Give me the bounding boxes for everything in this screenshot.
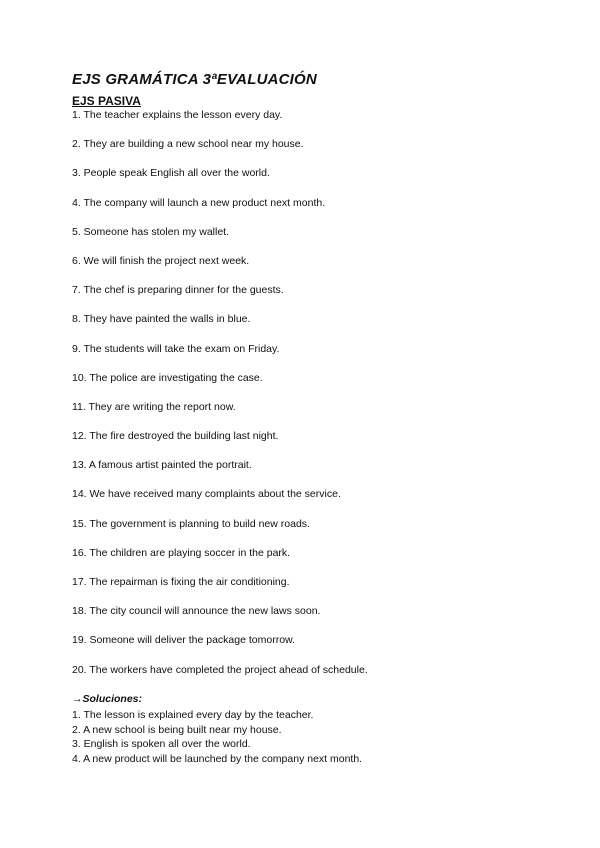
exercise-item: 6. We will finish the project next week.	[72, 254, 250, 267]
exercise-item: 8. They have painted the walls in blue.	[72, 313, 251, 326]
exercise-item: 16. The children are playing soccer in the park.	[72, 546, 291, 559]
exercise-item: 10. The police are investigating the case.	[72, 371, 263, 384]
exercise-item: 19. Someone will deliver the package tomorrow.	[72, 634, 295, 647]
exercise-item: 9. The students will take the exam on Friday.	[72, 342, 280, 355]
solution-item: 3. English is spoken all over the world.	[72, 738, 251, 751]
exercise-item: 17. The repairman is fixing the air conditioning.	[72, 576, 290, 588]
exercise-item: 7. The chef is preparing dinner for the guests.	[72, 284, 284, 297]
exercise-item: 3. People speak English all over the world.	[72, 167, 270, 180]
exercise-item: 5. Someone has stolen my wallet.	[72, 225, 229, 238]
solution-item: 1. The lesson is explained every day by the teacher.	[72, 709, 314, 721]
section-heading: EJS PASIVA	[72, 94, 141, 108]
exercise-list	[72, 108, 368, 692]
exercise-item: 4. The company will launch a new product next month.	[72, 196, 326, 209]
exercise-item: 2. They are building a new school near my house.	[72, 138, 304, 151]
exercise-item: 1. The teacher explains the lesson every day.	[72, 109, 283, 121]
exercise-item: 12. The fire destroyed the building last night.	[72, 430, 279, 443]
exercise-item: 18. The city council will announce the new laws soon.	[72, 605, 321, 618]
exercise-item: 15. The government is planning to build new roads.	[72, 517, 310, 530]
exercise-item: 11. They are writing the report now.	[72, 400, 236, 413]
page-title: EJS GRAMÁTICA 3ªEVALUACIÓN	[72, 71, 317, 88]
solution-item: 2. A new school is being built near my house.	[72, 723, 282, 736]
solution-item: 4. A new product will be launched by the company next month.	[72, 752, 363, 765]
exercise-item: 14. We have received many complaints about the service.	[72, 488, 341, 501]
exercise-item: 20. The workers have completed the project ahead of schedule.	[72, 663, 368, 676]
solutions-heading: →Soluciones:	[72, 693, 143, 705]
solutions-list	[72, 708, 362, 766]
exercise-item: 13. A famous artist painted the portrait.	[72, 459, 252, 472]
